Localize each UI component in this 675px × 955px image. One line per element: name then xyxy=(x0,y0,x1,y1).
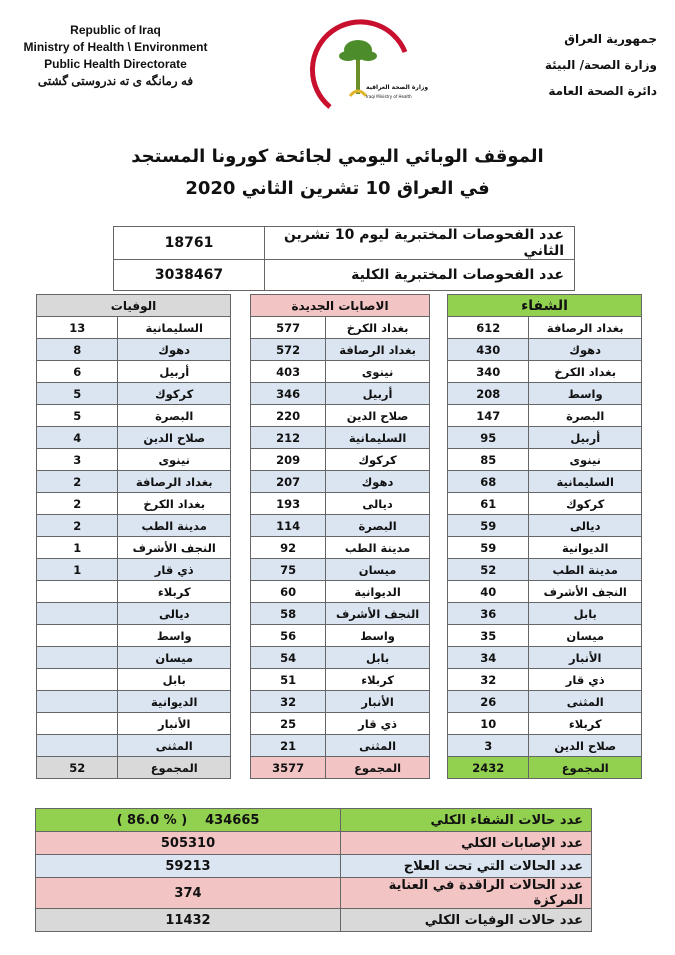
table-row xyxy=(251,647,430,669)
totals-value: 11432 xyxy=(165,912,211,928)
row-province: كربلاء xyxy=(118,581,231,603)
table-row xyxy=(37,383,231,405)
row-province: واسط xyxy=(529,383,642,405)
totals-value-cell xyxy=(36,878,341,909)
table-row xyxy=(37,603,231,625)
row-value xyxy=(37,713,118,735)
row-value: 32 xyxy=(448,669,529,691)
row-value: 51 xyxy=(251,669,326,691)
row-province: النجف الأشرف xyxy=(118,537,231,559)
row-value xyxy=(37,669,118,691)
row-value xyxy=(37,647,118,669)
row-value: 61 xyxy=(448,493,529,515)
table-row xyxy=(251,427,430,449)
row-province: بابل xyxy=(118,669,231,691)
row-value: 2 xyxy=(37,493,118,515)
row-value: 114 xyxy=(251,515,326,537)
row-province: الأنبار xyxy=(326,691,430,713)
table-row xyxy=(448,735,642,757)
totals-value: 374 xyxy=(174,885,202,901)
row-value: 1 xyxy=(37,537,118,559)
row-province: البصرة xyxy=(326,515,430,537)
table-row xyxy=(448,361,642,383)
totals-row xyxy=(36,878,592,909)
row-value: 403 xyxy=(251,361,326,383)
table-row xyxy=(251,471,430,493)
table-row xyxy=(448,713,642,735)
table-row xyxy=(251,339,430,361)
row-province: مدينة الطب xyxy=(326,537,430,559)
totals-row xyxy=(36,809,592,832)
table-row xyxy=(37,559,231,581)
row-value: 25 xyxy=(251,713,326,735)
tests-label: عدد الفحوصات المختبرية ليوم 10 تشرين الثاني xyxy=(265,227,575,260)
table-row xyxy=(37,427,231,449)
table-row xyxy=(37,647,231,669)
new-cases-table xyxy=(250,294,430,779)
row-value: 5 xyxy=(37,383,118,405)
table-row xyxy=(251,449,430,471)
row-value: 430 xyxy=(448,339,529,361)
logo-icon xyxy=(300,12,420,122)
header-ar-line: دائرة الصحة العامة xyxy=(548,84,657,98)
row-value: 4 xyxy=(37,427,118,449)
table-row xyxy=(448,625,642,647)
row-province: صلاح الدين xyxy=(118,427,231,449)
row-value: 58 xyxy=(251,603,326,625)
row-value: 340 xyxy=(448,361,529,383)
row-value xyxy=(37,581,118,603)
row-value xyxy=(37,691,118,713)
row-value: 21 xyxy=(251,735,326,757)
table-row xyxy=(251,603,430,625)
page-title: الموقف الوبائي اليومي لجائحة كورونا المستجد xyxy=(131,146,544,167)
table-row xyxy=(251,625,430,647)
row-province: دهوك xyxy=(529,339,642,361)
row-province: مدينة الطب xyxy=(529,559,642,581)
total-row xyxy=(448,757,642,779)
row-province: كربلاء xyxy=(326,669,430,691)
table-row xyxy=(448,559,642,581)
total-row xyxy=(37,757,231,779)
row-value: 212 xyxy=(251,427,326,449)
row-province: ديالى xyxy=(326,493,430,515)
header-ar-line: وزارة الصحة/ البيئة xyxy=(544,58,657,72)
row-province: أربيل xyxy=(529,427,642,449)
row-value: 85 xyxy=(448,449,529,471)
row-province: بغداد الرصافة xyxy=(118,471,231,493)
row-value: 5 xyxy=(37,405,118,427)
row-province: واسط xyxy=(118,625,231,647)
table-row xyxy=(448,405,642,427)
row-province: ميسان xyxy=(326,559,430,581)
row-province: البصرة xyxy=(118,405,231,427)
row-province: مدينة الطب xyxy=(118,515,231,537)
row-province: الأنبار xyxy=(118,713,231,735)
row-value: 8 xyxy=(37,339,118,361)
totals-label: عدد حالات الوفيات الكلي xyxy=(341,909,592,932)
header-en-line: Public Health Directorate xyxy=(44,57,187,71)
header-en-line: Republic of Iraq xyxy=(70,23,161,37)
row-province: نينوى xyxy=(326,361,430,383)
row-value: 56 xyxy=(251,625,326,647)
total-value: 52 xyxy=(37,757,118,779)
tests-value: 18761 xyxy=(114,227,265,260)
table-row xyxy=(37,625,231,647)
table-row xyxy=(37,405,231,427)
page-subtitle: في العراق 10 تشرين الثاني 2020 xyxy=(185,178,490,199)
table-row xyxy=(448,471,642,493)
header-arabic xyxy=(527,26,657,104)
row-province: البصرة xyxy=(529,405,642,427)
total-row xyxy=(251,757,430,779)
totals-row xyxy=(36,832,592,855)
table-row xyxy=(251,559,430,581)
recovery-percent: ( 86.0 % ) xyxy=(116,812,188,828)
table-row xyxy=(251,713,430,735)
row-value: 577 xyxy=(251,317,326,339)
deaths-heading: الوفيات xyxy=(37,295,231,317)
row-province: بغداد الكرخ xyxy=(326,317,430,339)
row-province: ذي قار xyxy=(118,559,231,581)
header-ar-line: جمهورية العراق xyxy=(564,32,657,46)
table-row xyxy=(448,581,642,603)
row-province: كربلاء xyxy=(529,713,642,735)
table-row xyxy=(448,427,642,449)
row-province: الديوانية xyxy=(326,581,430,603)
totals-label: عدد الحالات التي تحت العلاج xyxy=(341,855,592,878)
logo-subtext: Iraqi Ministry of Health xyxy=(366,94,412,99)
totals-value-cell xyxy=(36,832,341,855)
row-value: 40 xyxy=(448,581,529,603)
row-value: 572 xyxy=(251,339,326,361)
row-province: بغداد الرصافة xyxy=(529,317,642,339)
row-value: 2 xyxy=(37,471,118,493)
table-row xyxy=(251,317,430,339)
row-province: المثنى xyxy=(118,735,231,757)
row-province: بغداد الكرخ xyxy=(118,493,231,515)
total-label: المجموع xyxy=(529,757,642,779)
row-value: 209 xyxy=(251,449,326,471)
row-province: النجف الأشرف xyxy=(529,581,642,603)
row-province: أربيل xyxy=(326,383,430,405)
row-province: بابل xyxy=(326,647,430,669)
row-province: ديالى xyxy=(118,603,231,625)
row-value xyxy=(37,735,118,757)
tests-value: 3038467 xyxy=(114,260,265,291)
row-value: 36 xyxy=(448,603,529,625)
row-value: 60 xyxy=(251,581,326,603)
row-province: بغداد الكرخ xyxy=(529,361,642,383)
table-row xyxy=(448,603,642,625)
row-province: أربيل xyxy=(118,361,231,383)
row-value: 59 xyxy=(448,537,529,559)
row-value: 612 xyxy=(448,317,529,339)
row-value: 54 xyxy=(251,647,326,669)
row-value: 346 xyxy=(251,383,326,405)
totals-row xyxy=(36,855,592,878)
row-province: السليمانية xyxy=(326,427,430,449)
row-value: 92 xyxy=(251,537,326,559)
table-row xyxy=(37,515,231,537)
table-row xyxy=(37,691,231,713)
row-value: 68 xyxy=(448,471,529,493)
row-province: نينوى xyxy=(118,449,231,471)
row-value: 2 xyxy=(37,515,118,537)
totals-label: عدد الإصابات الكلي xyxy=(341,832,592,855)
table-row xyxy=(448,493,642,515)
row-province: المثنى xyxy=(326,735,430,757)
table-row xyxy=(251,691,430,713)
row-value: 52 xyxy=(448,559,529,581)
ministry-logo xyxy=(300,12,429,122)
table-row xyxy=(448,669,642,691)
row-province: بغداد الرصافة xyxy=(326,339,430,361)
table-row xyxy=(251,405,430,427)
row-province: المثنى xyxy=(529,691,642,713)
row-value: 35 xyxy=(448,625,529,647)
totals-table xyxy=(35,808,592,932)
row-province: ميسان xyxy=(529,625,642,647)
table-row xyxy=(37,493,231,515)
table-row xyxy=(37,471,231,493)
table-row xyxy=(37,713,231,735)
row-value: 75 xyxy=(251,559,326,581)
recoveries-heading: الشفاء xyxy=(448,295,642,317)
table-row xyxy=(251,581,430,603)
table-row xyxy=(448,537,642,559)
totals-label: عدد الحالات الراقدة في العناية المركزة xyxy=(341,878,592,909)
row-province: بابل xyxy=(529,603,642,625)
totals-value-cell xyxy=(36,855,341,878)
table-row xyxy=(37,581,231,603)
recoveries-table xyxy=(447,294,642,779)
totals-value: 434665 xyxy=(205,812,260,828)
table-row xyxy=(448,339,642,361)
row-value: 6 xyxy=(37,361,118,383)
table-row xyxy=(251,735,430,757)
row-value: 220 xyxy=(251,405,326,427)
table-row xyxy=(448,691,642,713)
total-value: 3577 xyxy=(251,757,326,779)
header-en-line: Ministry of Health \ Environment xyxy=(23,40,208,54)
row-value: 26 xyxy=(448,691,529,713)
table-row xyxy=(448,647,642,669)
table-row xyxy=(251,361,430,383)
totals-label: عدد حالات الشفاء الكلي xyxy=(341,809,592,832)
row-province: دهوك xyxy=(326,471,430,493)
row-province: ذي قار xyxy=(326,713,430,735)
table-row xyxy=(251,537,430,559)
table-row xyxy=(251,383,430,405)
row-value: 32 xyxy=(251,691,326,713)
row-province: كركوك xyxy=(118,383,231,405)
row-province: صلاح الدين xyxy=(326,405,430,427)
row-value xyxy=(37,603,118,625)
total-label: المجموع xyxy=(326,757,430,779)
tests-label: عدد الفحوصات المختبرية الكلية xyxy=(265,260,575,291)
table-row xyxy=(448,317,642,339)
row-province: الديوانية xyxy=(529,537,642,559)
table-row xyxy=(251,515,430,537)
row-province: السليمانية xyxy=(529,471,642,493)
table-row xyxy=(37,735,231,757)
row-province: كركوك xyxy=(529,493,642,515)
totals-value: 59213 xyxy=(165,858,211,874)
new-cases-heading: الاصابات الجديدة xyxy=(251,295,430,317)
row-province: ميسان xyxy=(118,647,231,669)
row-province: نينوى xyxy=(529,449,642,471)
table-row xyxy=(251,493,430,515)
tests-row xyxy=(114,260,575,291)
table-row xyxy=(37,361,231,383)
total-label: المجموع xyxy=(118,757,231,779)
totals-value: 505310 xyxy=(160,835,216,851)
header-english xyxy=(8,22,223,90)
row-value: 207 xyxy=(251,471,326,493)
row-province: ديالى xyxy=(529,515,642,537)
tests-row xyxy=(114,227,575,260)
table-row xyxy=(37,449,231,471)
row-value: 193 xyxy=(251,493,326,515)
row-value: 3 xyxy=(37,449,118,471)
tests-table xyxy=(113,226,575,291)
row-value xyxy=(37,625,118,647)
table-row xyxy=(37,669,231,691)
row-value: 208 xyxy=(448,383,529,405)
table-row xyxy=(448,383,642,405)
totals-value-cell xyxy=(36,809,341,832)
row-province: الأنبار xyxy=(529,647,642,669)
row-value: 1 xyxy=(37,559,118,581)
row-value: 34 xyxy=(448,647,529,669)
row-province: واسط xyxy=(326,625,430,647)
row-province: الديوانية xyxy=(118,691,231,713)
table-row xyxy=(37,537,231,559)
row-province: السليمانية xyxy=(118,317,231,339)
row-value: 3 xyxy=(448,735,529,757)
table-row xyxy=(37,317,231,339)
row-province: ذي قار xyxy=(529,669,642,691)
table-row xyxy=(251,669,430,691)
row-province: دهوك xyxy=(118,339,231,361)
header-en-line: فه رمانگه ی ته ندروستی گشتی xyxy=(37,74,194,88)
row-value: 13 xyxy=(37,317,118,339)
row-province: النجف الأشرف xyxy=(326,603,430,625)
table-row xyxy=(448,515,642,537)
row-province: كركوك xyxy=(326,449,430,471)
table-row xyxy=(448,449,642,471)
row-province: صلاح الدين xyxy=(529,735,642,757)
total-value: 2432 xyxy=(448,757,529,779)
totals-row xyxy=(36,909,592,932)
logo-text: وزارة الصحة العراقية xyxy=(366,84,429,91)
row-value: 147 xyxy=(448,405,529,427)
table-row xyxy=(37,339,231,361)
deaths-table xyxy=(36,294,231,779)
row-value: 10 xyxy=(448,713,529,735)
totals-value-cell xyxy=(36,909,341,932)
row-value: 95 xyxy=(448,427,529,449)
row-value: 59 xyxy=(448,515,529,537)
